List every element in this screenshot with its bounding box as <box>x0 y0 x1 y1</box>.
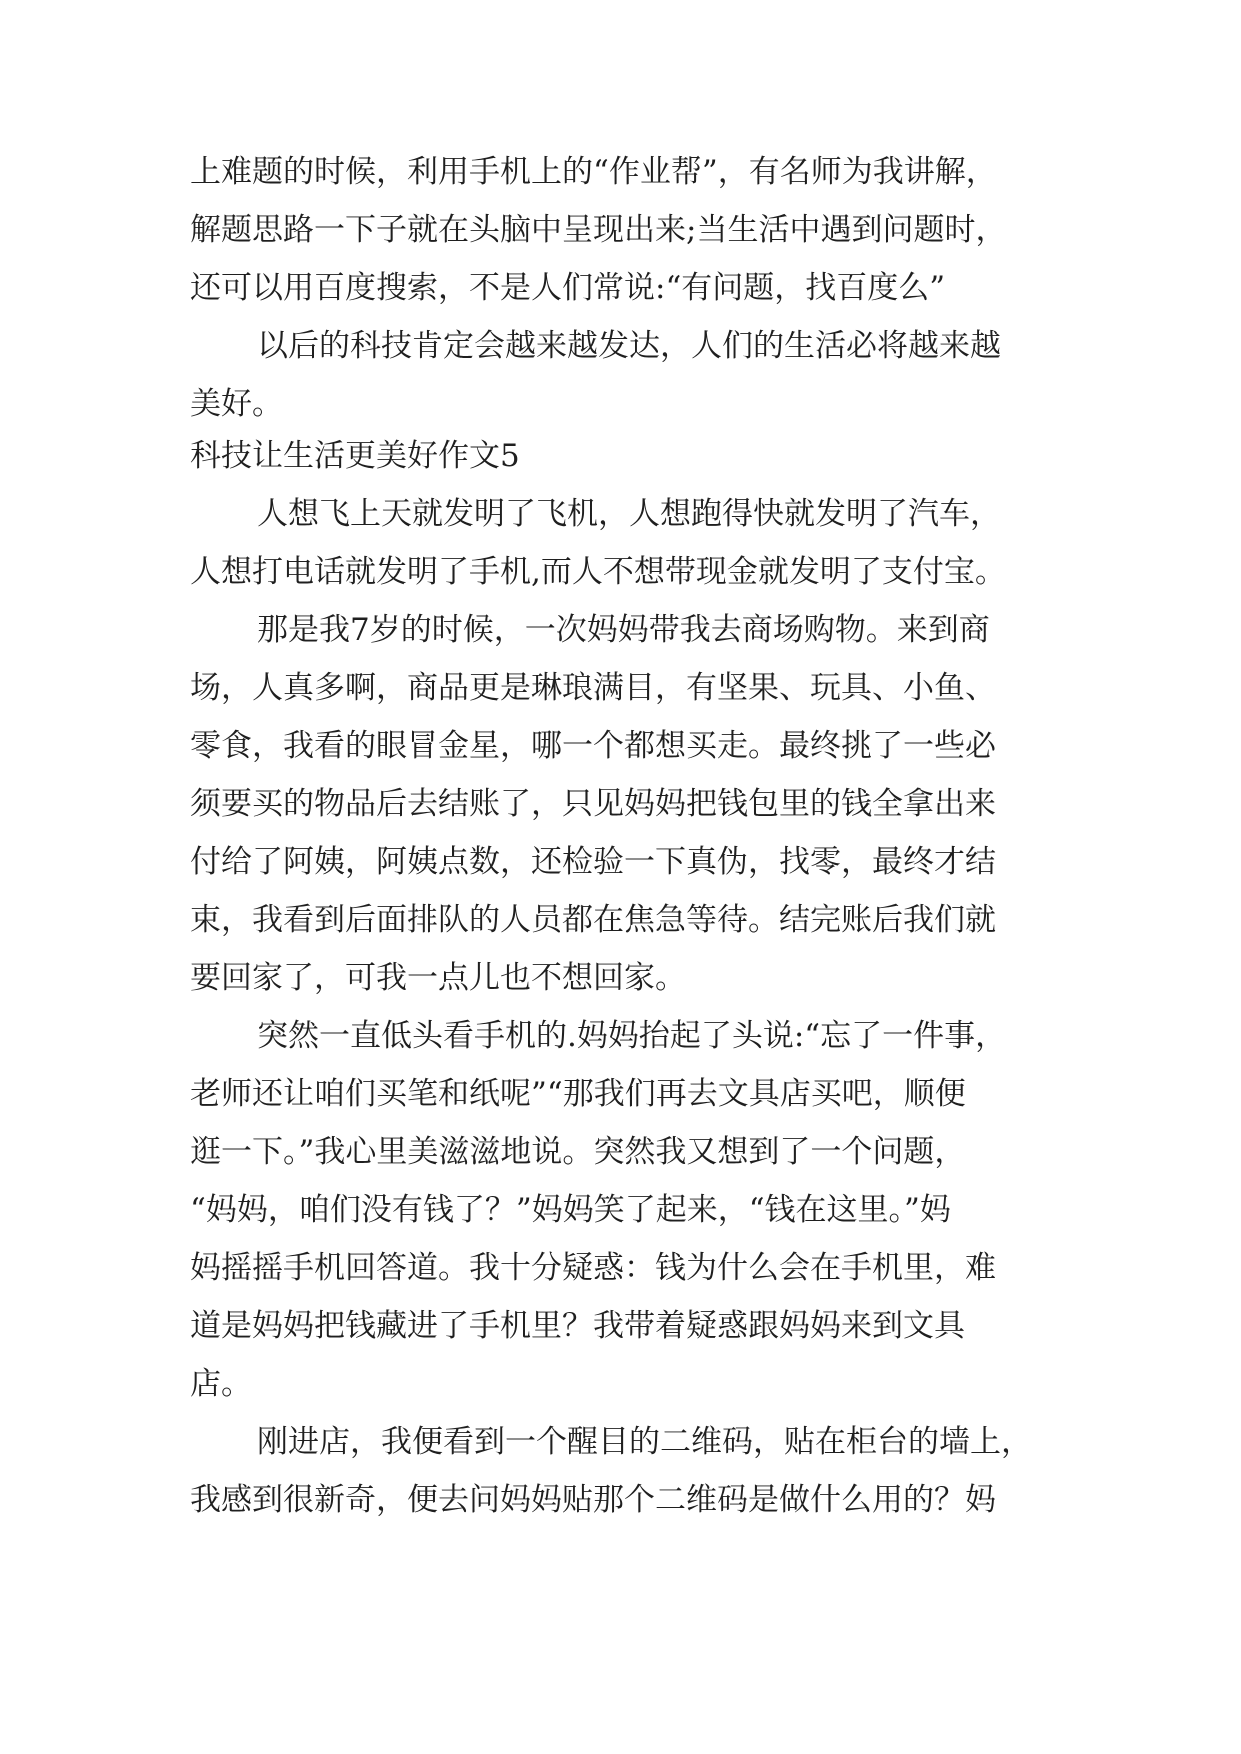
text-line: 付给了阿姨，阿姨点数，还检验一下真伪，找零，最终才结 <box>190 844 996 880</box>
text-line: 道是妈妈把钱藏进了手机里？我带着疑惑跟妈妈来到文具 <box>190 1308 965 1344</box>
text-line: 零食，我看的眼冒金星，哪一个都想买走。最终挑了一些必 <box>190 728 996 764</box>
paragraph-first-line: 以后的科技肯定会越来越发达，人们的生活必将越来越 <box>257 328 1001 364</box>
text-line: 店。 <box>190 1366 252 1402</box>
paragraph-first-line: 突然一直低头看手机的.妈妈抬起了头说:“忘了一件事， <box>257 1018 1007 1054</box>
text-line: 要回家了，可我一点儿也不想回家。 <box>190 960 686 996</box>
text-line: 我感到很新奇，便去问妈妈贴那个二维码是做什么用的？妈 <box>190 1482 996 1518</box>
text-line: 老师还让咱们买笔和纸呢”“那我们再去文具店买吧，顺便 <box>190 1076 966 1112</box>
paragraph-first-line: 人想飞上天就发明了飞机，人想跑得快就发明了汽车， <box>257 496 1001 532</box>
text-line: 场，人真多啊，商品更是琳琅满目，有坚果、玩具、小鱼、 <box>190 670 996 706</box>
text-line: 上难题的时候，利用手机上的“作业帮”，有名师为我讲解， <box>190 154 997 190</box>
text-line: 解题思路一下子就在头脑中呈现出来;当生活中遇到问题时， <box>190 212 1007 248</box>
paragraph-first-line: 刚进店，我便看到一个醒目的二维码，贴在柜台的墙上， <box>257 1424 1032 1460</box>
text-line: 须要买的物品后去结账了，只见妈妈把钱包里的钱全拿出来 <box>190 786 996 822</box>
text-line: 逛一下。”我心里美滋滋地说。突然我又想到了一个问题， <box>190 1134 966 1170</box>
text-line: 人想打电话就发明了手机,而人不想带现金就发明了支付宝。 <box>190 554 1006 590</box>
text-line: 还可以用百度搜索，不是人们常说:“有问题，找百度么” <box>190 270 946 306</box>
section-heading: 科技让生活更美好作文5 <box>190 438 520 474</box>
text-line: 束，我看到后面排队的人员都在焦急等待。结完账后我们就 <box>190 902 996 938</box>
text-line: 美好。 <box>190 386 283 422</box>
paragraph-first-line: 那是我7岁的时候，一次妈妈带我去商场购物。来到商 <box>257 612 990 648</box>
text-line: “妈妈，咱们没有钱了？”妈妈笑了起来，“钱在这里。”妈 <box>190 1192 951 1228</box>
text-line: 妈摇摇手机回答道。我十分疑惑：钱为什么会在手机里，难 <box>190 1250 996 1286</box>
